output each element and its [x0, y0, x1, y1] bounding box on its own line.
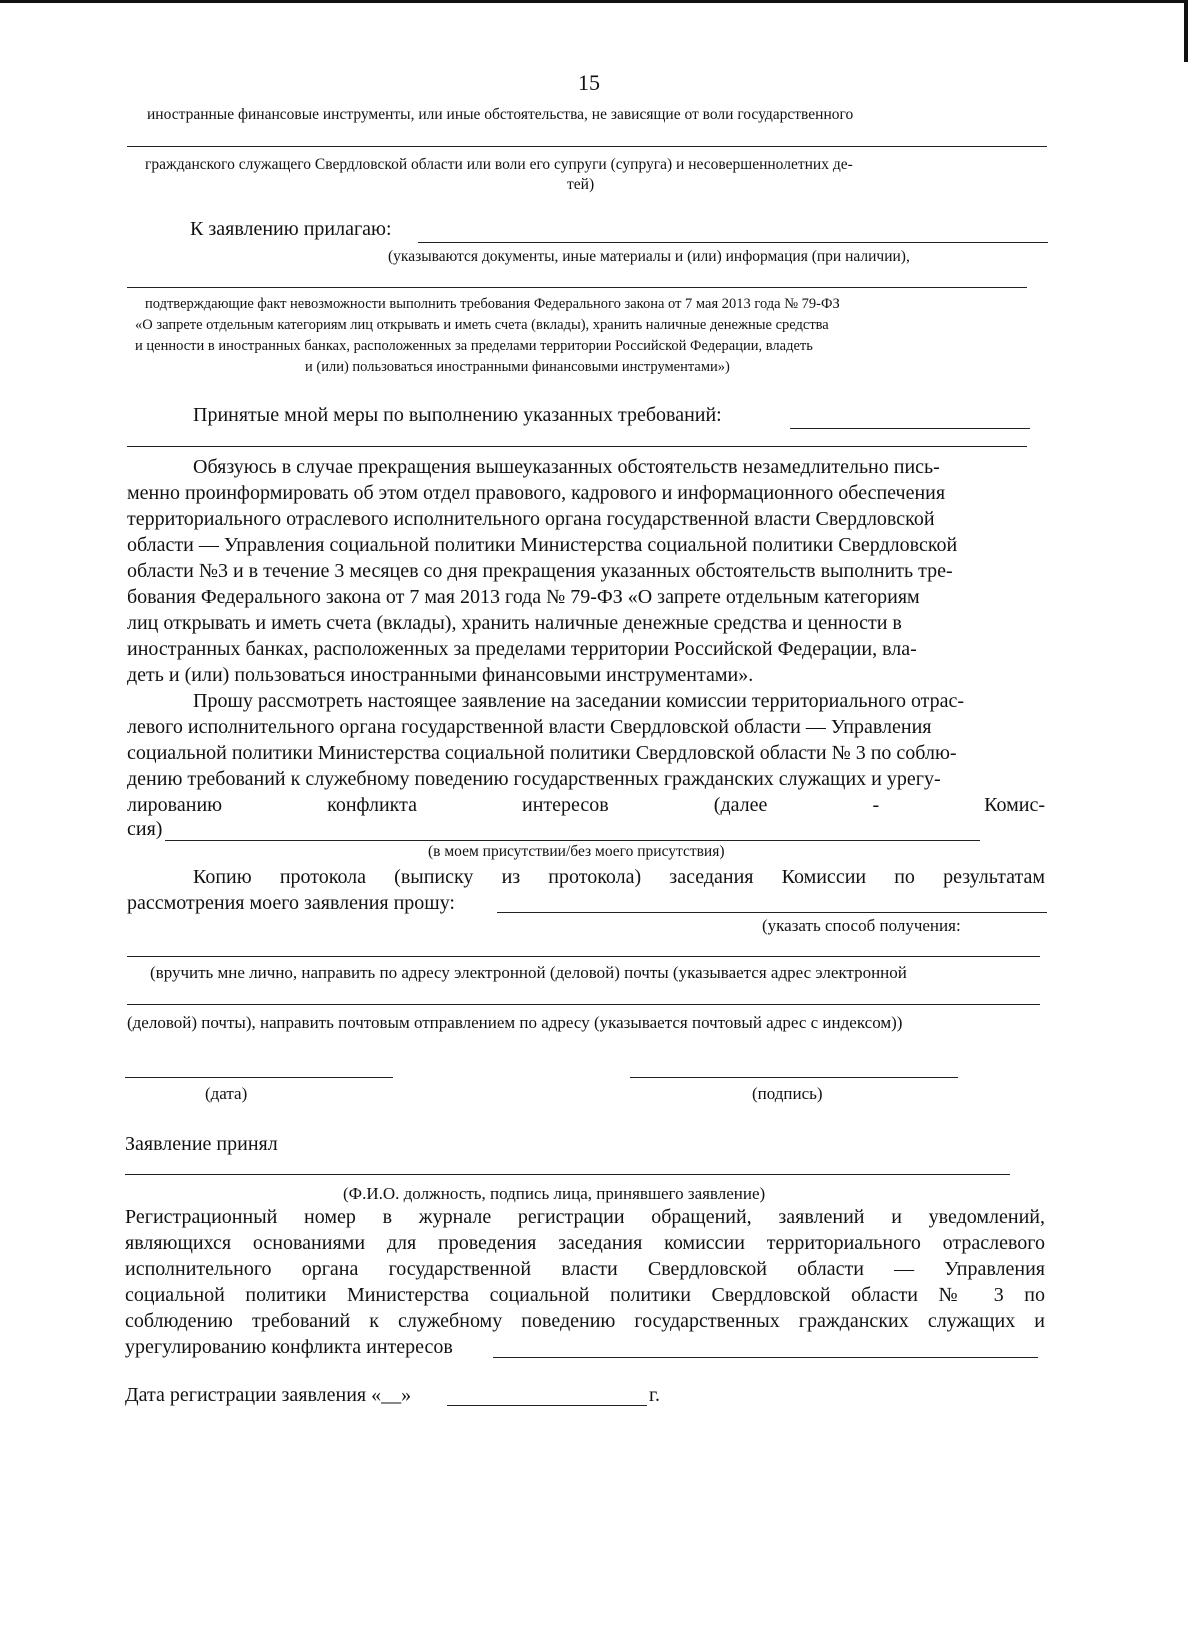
received-label: Заявление принял	[125, 1133, 278, 1155]
obligation-line-3: территориального отраслевого исполнительного органа государственной власти Свердловской	[127, 508, 935, 530]
obligation-line-9: деть и (или) пользоваться иностранными финансовыми инструментами».	[127, 664, 754, 686]
obligation-line-4: области — Управления социальной политики Министерства социальной политики Свердловской	[127, 534, 958, 556]
registration-line-3: исполнительного органа государственной власти Свердловской области — Управления	[125, 1258, 1045, 1280]
signature-caption: (подпись)	[752, 1084, 823, 1103]
obligation-line-8: иностранных банках, расположенных за пределами территории Российской Федерации, вла-	[127, 638, 917, 660]
method-line-2: (деловой) почты), направить почтовым отправлением по адресу (указывается почтовый адрес с индексом))	[127, 1013, 903, 1032]
presence-field-line[interactable]	[165, 840, 980, 841]
measures-label: Принятые мной меры по выполнению указанных требований:	[193, 404, 722, 426]
measures-field-line-2[interactable]	[127, 446, 1027, 447]
request-line-4: дению требований к служебному поведению государственных гражданских служащих и урегу-	[127, 768, 941, 790]
obligation-line-5: области №3 и в течение 3 месяцев со дня прекращения указанных обстоятельств выполнить тре-	[127, 560, 953, 582]
attachments-field-line-2[interactable]	[127, 287, 1027, 288]
copy-line-2: рассмотрения моего заявления прошу:	[127, 892, 455, 914]
attachments-hint-line-3: и ценности в иностранных банках, расположенных за пределами территории Российской Федерации, владеть	[135, 338, 813, 354]
attachments-hint-line-4: и (или) пользоваться иностранными финансовыми инструментами»)	[305, 359, 730, 375]
method-line-1: (вручить мне лично, направить по адресу электронной (деловой) почты (указывается адрес электронной	[150, 963, 907, 982]
registration-date-field-line[interactable]	[447, 1405, 647, 1406]
date-field-line[interactable]	[125, 1077, 393, 1078]
request-line-3: социальной политики Министерства социальной политики Свердловской области № 3 по соблю-	[127, 742, 957, 764]
registration-number-field-line[interactable]	[493, 1357, 1038, 1358]
registration-line-6: урегулированию конфликта интересов	[125, 1336, 453, 1358]
attachments-hint-line-1: подтверждающие факт невозможности выполнить требования Федерального закона от 7 мая 2013 года № 79-ФЗ	[145, 296, 840, 312]
request-line-2: левого исполнительного органа государственной власти Свердловской области — Управления	[127, 716, 932, 738]
method-field-line-2[interactable]	[127, 1004, 1040, 1005]
method-hint: (указать способ получения:	[762, 916, 961, 935]
page-number: 15	[578, 70, 600, 95]
request-tail: сия)	[127, 818, 163, 840]
signature-field-line[interactable]	[630, 1077, 958, 1078]
registration-line-4: социальной политики Министерства социальной политики Свердловской области № 3 по	[125, 1284, 1045, 1306]
attachments-hint: (указываются документы, иные материалы и (или) информация (при наличии),	[388, 248, 910, 265]
date-caption: (дата)	[205, 1084, 248, 1103]
scan-border-top	[0, 0, 1186, 3]
presence-hint: (в моем присутствии/без моего присутствия)	[428, 843, 725, 860]
intro-line-3: тей)	[567, 176, 595, 193]
intro-line-2: гражданского служащего Свердловской области или воли его супруги (супруга) и несовершеннолетних де-	[145, 156, 853, 173]
registration-date-label: Дата регистрации заявления «__»	[125, 1384, 412, 1406]
obligation-line-2: менно проинформировать об этом отдел правового, кадрового и информационного обеспечения	[127, 482, 946, 504]
obligation-line-7: лиц открывать и иметь счета (вклады), хранить наличные денежные средства и ценности в	[127, 612, 902, 634]
measures-field-line[interactable]	[790, 428, 1030, 429]
registration-line-5: соблюдению требований к служебному поведению государственных гражданских служащих и	[125, 1310, 1045, 1332]
scan-border-right	[1184, 0, 1188, 62]
copy-line-1: Копию протокола (выписку из протокола) заседания Комиссии по результатам	[193, 866, 1045, 888]
intro-line-1: иностранные финансовые инструменты, или иные обстоятельства, не зависящие от воли государственного	[147, 106, 854, 123]
attachments-label: К заявлению прилагаю:	[190, 218, 392, 240]
request-line-5: лированию конфликта интересов (далее - Комис-	[127, 794, 1045, 816]
copy-field-line[interactable]	[497, 912, 1047, 913]
request-line-1: Прошу рассмотреть настоящее заявление на заседании комиссии территориального отрас-	[193, 690, 965, 712]
registration-line-1: Регистрационный номер в журнале регистрации обращений, заявлений и уведомлений,	[125, 1206, 1045, 1228]
method-field-line-1[interactable]	[127, 956, 1040, 957]
registration-date-suffix: г.	[649, 1384, 660, 1406]
registration-line-2: являющихся основаниями для проведения заседания комиссии территориального отраслевого	[125, 1232, 1045, 1254]
attachments-hint-line-2: «О запрете отдельным категориям лиц открывать и иметь счета (вклады), хранить наличные денежные средства	[135, 317, 829, 333]
received-field-line[interactable]	[125, 1174, 1010, 1175]
received-hint: (Ф.И.О. должность, подпись лица, принявшего заявление)	[343, 1184, 766, 1203]
intro-underline	[127, 146, 1047, 147]
obligation-line-6: бования Федерального закона от 7 мая 2013 года № 79-ФЗ «О запрете отдельным категориям	[127, 586, 920, 608]
attachments-field-line[interactable]	[418, 242, 1048, 243]
obligation-line-1: Обязуюсь в случае прекращения вышеуказанных обстоятельств незамедлительно пись-	[193, 456, 940, 478]
